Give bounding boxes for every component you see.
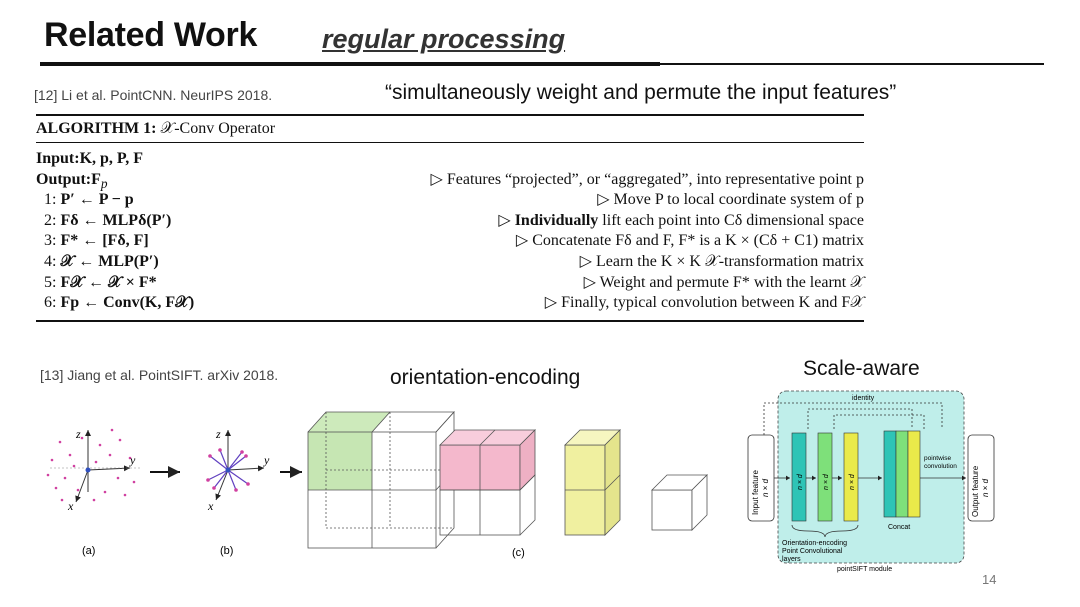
output-feature-label: Output feature [971, 465, 980, 517]
oe-label-line1: Orientation-encoding [782, 540, 847, 547]
algorithm-step-row [36, 211, 864, 232]
convolution-label: convolution [924, 463, 957, 470]
output-label: Output [36, 170, 86, 188]
step-comment: ▷ Weight and permute F* with the learnt 𝒳 [583, 273, 864, 291]
octant-cube-grid [308, 412, 454, 548]
concat-label: Concat [888, 524, 911, 531]
axis-label-y: y [130, 453, 136, 467]
oe-label-line2: Point Convolutional [782, 548, 843, 555]
concat-block [884, 431, 896, 517]
step-comment: ▷ Individually lift each point into Cδ dimensional space [498, 211, 864, 229]
pointcnn-quote: “simultaneously weight and permute the input features” [385, 81, 897, 104]
identity-label: identity [852, 395, 875, 402]
concat-block [896, 431, 908, 517]
orientation-encoding-label: orientation-encoding [390, 366, 581, 389]
oe-label-line3: layers [782, 556, 801, 563]
slide-title: Related Work [44, 16, 258, 54]
algorithm-box [36, 114, 864, 322]
step-number: 4: [44, 252, 57, 270]
page-number: 14 [982, 572, 997, 587]
axis-label-x: x [68, 499, 74, 513]
algorithm-step-row [36, 231, 864, 252]
oriented-points-diagram [206, 427, 270, 557]
input-dim-label: n × d [761, 478, 770, 497]
step-expression: F𝒳 ← 𝒳 × F* [60, 273, 157, 291]
step-comment: ▷ Concatenate Fδ and F, F* is a K × (Cδ + C1) matrix [515, 232, 864, 250]
algorithm-heading-label: ALGORITHM 1: [36, 120, 157, 137]
output-dim-label: n × d [981, 478, 990, 497]
step-comment: ▷ Finally, typical convolution between K and F𝒳 [544, 294, 864, 312]
step-comment-text: lift each point into Cδ dimensional space [602, 211, 864, 229]
pointsift-module-diagram [742, 385, 998, 575]
step-comment: ▷ Learn the K × K 𝒳-transformation matrix [579, 252, 864, 270]
step-number: 6: [44, 294, 57, 312]
conv-block-dim: n × d [823, 474, 830, 490]
output-value: :F [85, 170, 101, 188]
algorithm-step-row [36, 293, 864, 314]
title-underline-thin [660, 63, 1044, 65]
algorithm-body [36, 143, 864, 320]
step-comment: ▷ Move P to local coordinate system of p [597, 191, 864, 209]
axis-label-x: x [208, 499, 214, 513]
algorithm-step-row [36, 273, 864, 294]
slide-subtitle: regular processing [322, 24, 566, 54]
algorithm-heading [36, 116, 864, 142]
step-expression: 𝒳 ← MLP(P′) [60, 252, 159, 270]
step-expression: F* ← [Fδ, F] [60, 232, 149, 250]
step-number: 5: [44, 273, 57, 291]
module-name: pointSIFT module [837, 566, 893, 573]
algorithm-heading-name: 𝒳-Conv Operator [160, 120, 276, 137]
scale-aware-label: Scale-aware [803, 357, 920, 380]
title-underline [40, 62, 660, 66]
axis-label-y: y [264, 453, 270, 467]
concat-block [908, 431, 920, 517]
step-expression: Fp ← Conv(K, F𝒳) [60, 294, 195, 312]
algorithm-step-row [36, 190, 864, 211]
algorithm-step-row [36, 252, 864, 273]
caption-a: (a) [82, 545, 96, 557]
conv-block-dim: n × d [797, 474, 804, 490]
point-cloud-diagram [47, 427, 140, 557]
single-cube [652, 475, 707, 530]
caption-b: (b) [220, 545, 234, 557]
step-expression: Fδ ← MLPδ(P′) [60, 211, 172, 229]
input-value: :K, p, P, F [74, 150, 143, 167]
output-subscript: p [100, 175, 108, 191]
step-comment-emphasis: Individually [514, 211, 599, 229]
pointsift-reference: [13] Jiang et al. PointSIFT. arXiv 2018. [40, 367, 279, 383]
conv-block-dim: n × d [849, 474, 856, 490]
axis-label-z: z [76, 427, 81, 441]
step-number: 3: [44, 232, 57, 250]
vertical-column [565, 430, 620, 535]
output-comment: ▷ Features “projected”, or “aggregated”, into representative point p [430, 170, 864, 188]
step-number: 2: [44, 211, 57, 229]
step-expression: P′ ← P − p [60, 191, 134, 209]
input-label: Input [36, 150, 75, 167]
algorithm-input-row [36, 149, 864, 170]
axis-label-z: z [216, 427, 221, 441]
orientation-encoding-figure [30, 400, 740, 570]
input-feature-label: Input feature [751, 470, 760, 515]
algorithm-output-row [36, 170, 864, 191]
caption-c: (c) [512, 547, 525, 559]
algorithm-bottom-rule [36, 320, 864, 322]
pointwise-label: pointwise [924, 455, 952, 462]
step-number: 1: [44, 191, 57, 209]
pointcnn-reference: [12] Li et al. PointCNN. NeurIPS 2018. [34, 87, 273, 103]
